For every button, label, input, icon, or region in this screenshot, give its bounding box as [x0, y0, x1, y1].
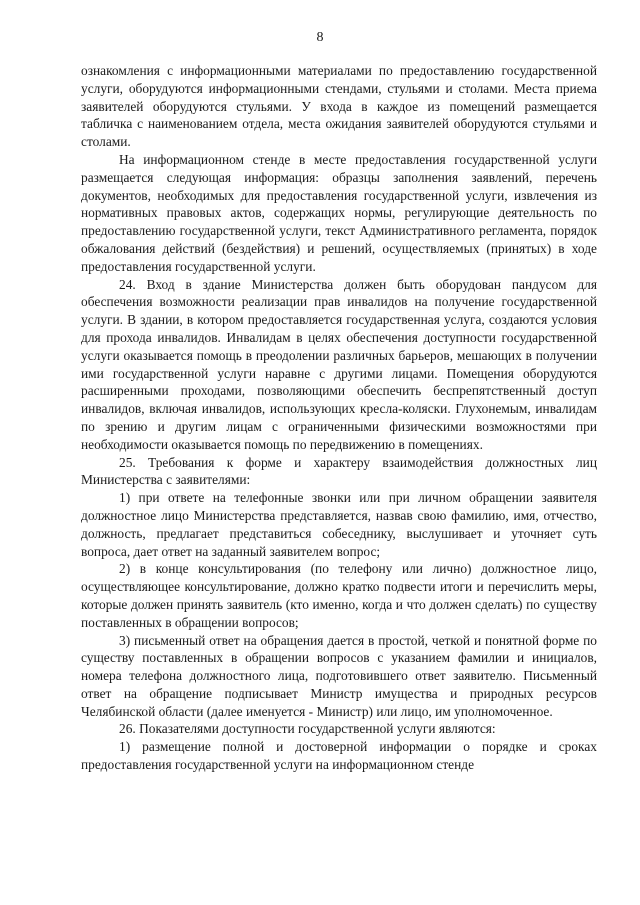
paragraph-info-stand: На информационном стенде в месте предоставления государственной услуги размещается следующая информация: образцы заполнения заявлений, перечень документов, необходимых для предоставления государственной услуги, извлечения из нормативных правовых актов, содержащих нормы, регулирующие деятельность по предоставлению государственной услуги, текст Административного регламента, порядок обжалования действий (бездействия) и решений, осуществляемых (принятых) в ходе предоставления государственной услуги. [81, 151, 597, 274]
paragraph-item-25-2: 2) в конце консультирования (по телефону или лично) должностное лицо, осуществляющее консультирование, должно кратко подвести итоги и перечислить меры, которые должен принять заявитель (кто именно, когда и что должен сделать) по существу поставленных в обращении вопросов; [81, 561, 597, 630]
paragraph-item-26-1: 1) размещение полной и достоверной информации о порядке и сроках предоставления государственной услуги на информационном стенде [81, 739, 597, 773]
paragraph-item-26: 26. Показателями доступности государственной услуги являются: [119, 721, 496, 737]
page-number: 8 [316, 30, 324, 45]
paragraph-continuation: ознакомления с информационными материалами по предоставлению государственной услуги, оборудуются информационными стендами, стульями и столами. Места приема заявителей оборудуются стульями. У входа в каждое из помещений размещается табличка с наименованием отдела, места ожидания заявителей оборудуются стульями и столами. [81, 63, 597, 150]
paragraph-item-25: 25. Требования к форме и характеру взаимодействия должностных лиц Министерства с заявителями: [81, 454, 597, 488]
document-body [81, 62, 597, 774]
paragraph-item-25-1: 1) при ответе на телефонные звонки или при личном обращении заявителя должностное лицо Министерства представляется, назвав свою фамилию, имя, отчество, должность, предлагает представиться собеседнику, выслушивает и уточняет суть вопроса, дает ответ на заданный заявителем вопрос; [81, 490, 597, 559]
paragraph-item-25-3: 3) письменный ответ на обращения дается в простой, четкой и понятной форме по существу поставленных в обращении вопросов с указанием фамилии и инициалов, номера телефона должностного лица, подготовившего ответ заявителю. Письменный ответ на обращение подписывает Министр имущества и природных ресурсов Челябинской области (далее именуется - Министр) или лицо, им уполномоченное. [81, 632, 597, 719]
paragraph-item-24: 24. Вход в здание Министерства должен быть оборудован пандусом для обеспечения возможности реализации прав инвалидов на получение государственной услуги. В здании, в котором предоставляется государственная услуга, создаются условия для прохода инвалидов. Инвалидам в целях обеспечения доступности государственной услуги оказывается помощь в преодолении различных барьеров, мешающих в получении ими государственной услуги наравне с другими лицами. Помещения оборудуются расширенными проходами, позволяющими обеспечить беспрепятственный доступ инвалидов, включая инвалидов, использующих кресла-коляски. Глухонемым, инвалидам по зрению и другим лицам с ограниченными физическими возможностями при необходимости оказывается помощь по передвижению в помещениях. [81, 276, 597, 452]
